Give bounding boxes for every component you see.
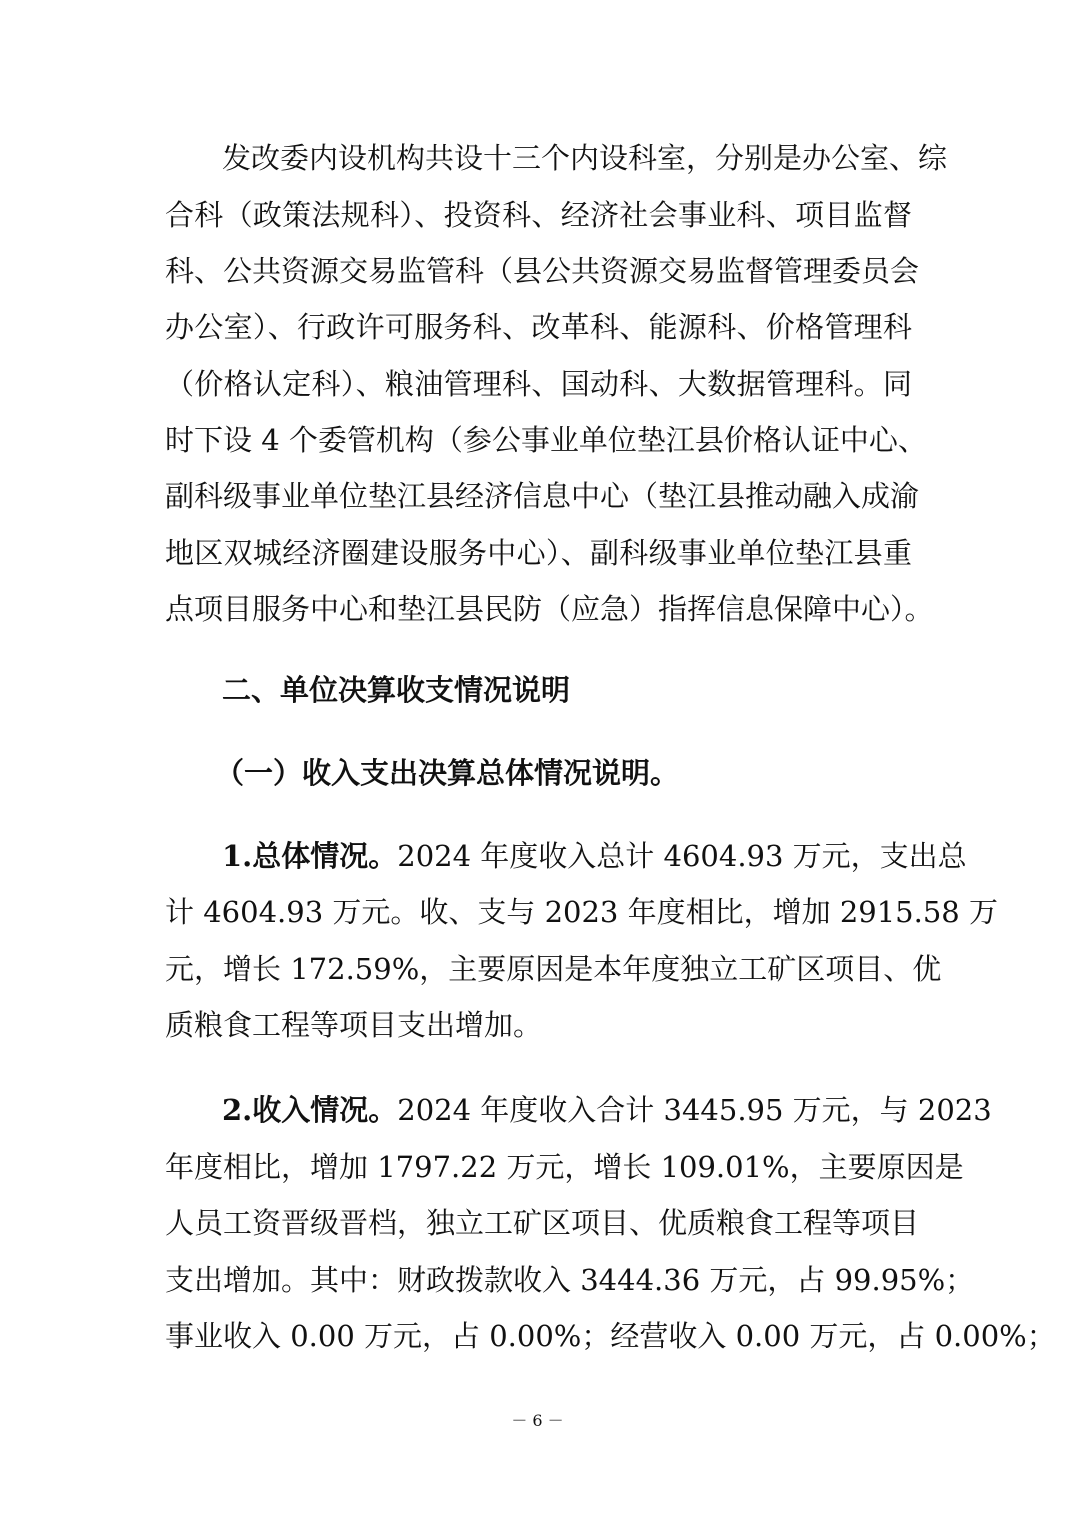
text-line: 合科（政策法规科）、投资科、经济社会事业科、项目监督 [165,198,912,232]
text-line: 计 4604.93 万元。收、支与 2023 年度相比，增加 2915.58 万 [165,895,998,929]
text-line: 年度相比，增加 1797.22 万元，增长 109.01%，主要原因是 [165,1150,964,1184]
page-number: － 6 － [511,1411,564,1430]
lead-label: 1.总体情况。 [222,839,398,873]
text-line: 发改委内设机构共设十三个内设科室，分别是办公室、综 [222,141,948,175]
text-line: 办公室）、行政许可服务科、改革科、能源科、价格管理科 [165,310,912,344]
text-line: 地区双城经济圈建设服务中心）、副科级事业单位垫江县重 [165,536,912,570]
section-heading: 二、单位决算收支情况说明 [222,673,571,707]
text: 2024 年度收入总计 4604.93 万元，支出总 [397,839,967,873]
text-line: 副科级事业单位垫江县经济信息中心（垫江县推动融入成渝 [165,479,920,513]
text-line: 点项目服务中心和垫江县民防（应急）指挥信息保障中心）。 [165,592,934,626]
text-line: 人员工资晋级晋档，独立工矿区项目、优质粮食工程等项目 [165,1206,920,1240]
text-line: 时下设 4 个委管机构（参公事业单位垫江县价格认证中心、 [165,423,927,457]
text-line: 科、公共资源交易监管科（县公共资源交易监督管理委员会 [165,254,920,288]
text: 2024 年度收入合计 3445.95 万元，与 2023 [397,1093,992,1127]
text-line: 事业收入 0.00 万元，占 0.00%；经营收入 0.00 万元，占 0.00%； [165,1319,1056,1353]
text-line: 支出增加。其中：财政拨款收入 3444.36 万元，占 99.95%； [165,1263,975,1297]
text-line: 元，增长 172.59%，主要原因是本年度独立工矿区项目、优 [165,952,942,986]
text-line: （价格认定科）、粮油管理科、国动科、大数据管理科。同 [165,367,912,401]
text-line [222,836,967,876]
text-line: 质粮食工程等项目支出增加。 [165,1008,543,1042]
subsection-heading: （一）收入支出决算总体情况说明。 [215,756,680,790]
lead-label: 2.收入情况。 [222,1093,398,1127]
text-line [222,1090,992,1130]
